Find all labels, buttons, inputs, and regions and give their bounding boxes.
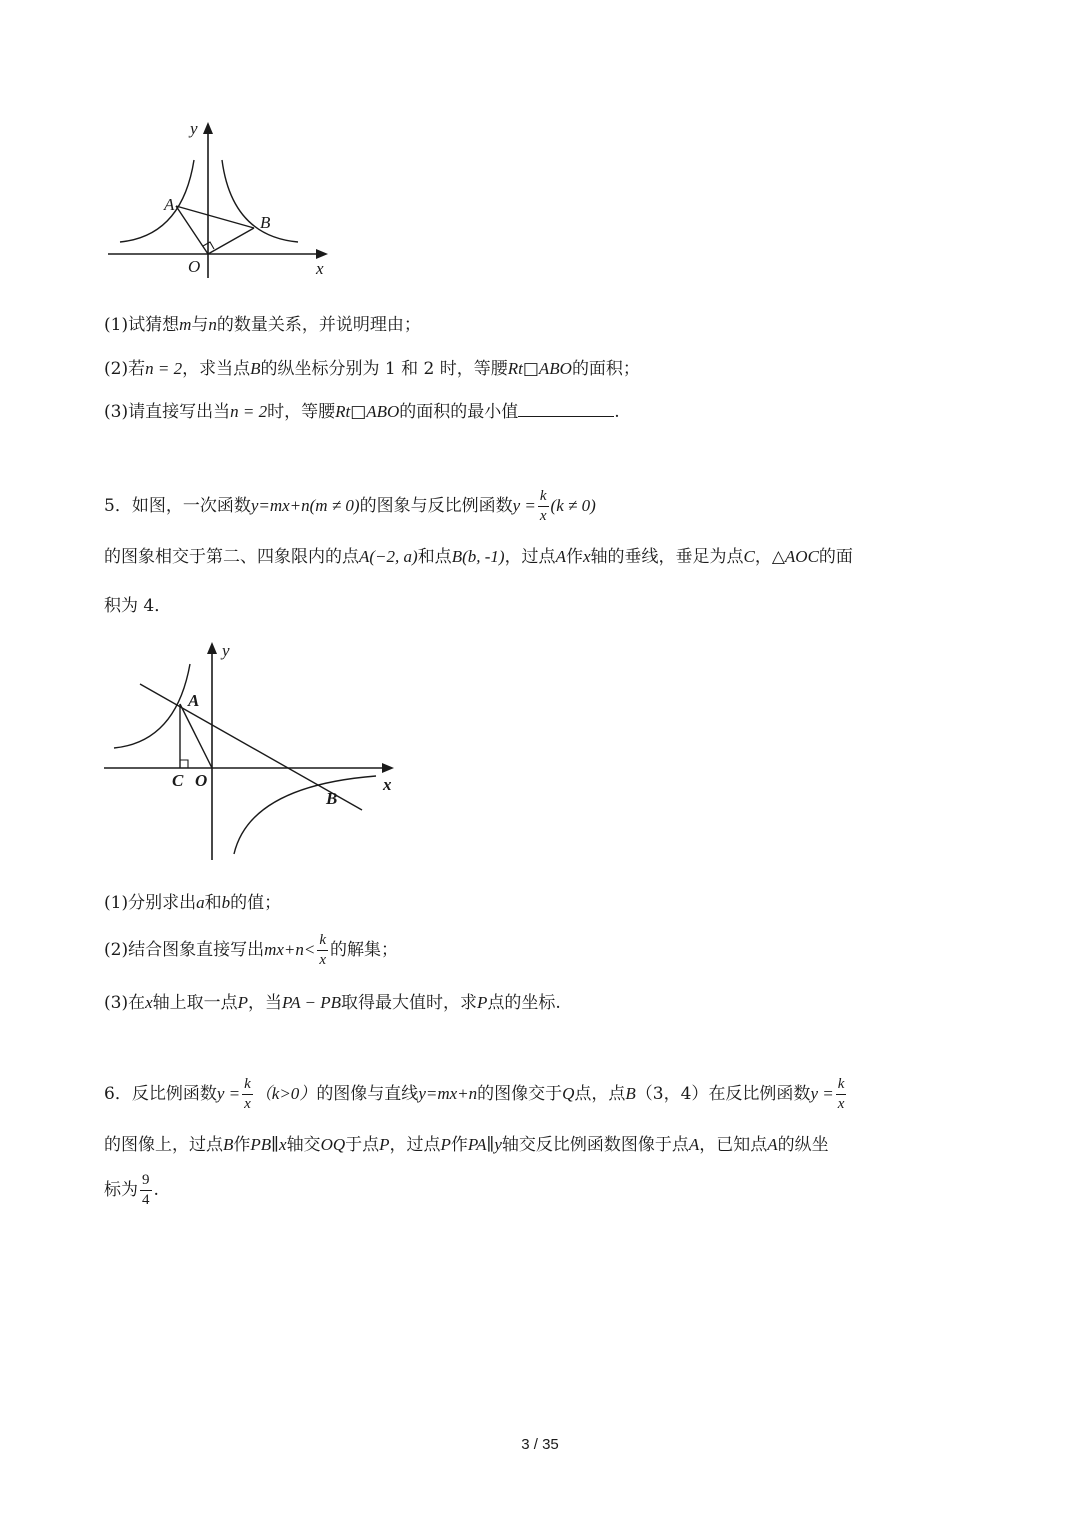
problem-5-question-3 [104,994,561,1012]
figure-1-y-arrow [203,122,213,134]
math-rt: Rt [507,359,523,378]
text: 轴交 [286,1135,321,1155]
text: 作 [233,1135,251,1155]
problem-5-line-1 [104,486,596,526]
math-condition: n = 2 [230,402,268,421]
text: 的图像与直线 [316,1084,419,1104]
math-b: b [221,893,231,912]
figure-2-right-angle-mark [180,760,188,768]
problem-6-line-3 [104,1168,159,1212]
math-y: y = [810,1084,834,1103]
figure-2-x-label: x [383,775,392,794]
denominator: x [539,508,547,524]
figure-1-y-label: y [190,119,198,138]
figure-2-y-arrow [207,642,217,654]
figure-2-x-arrow [382,763,394,773]
text: 轴的垂线，垂足为点 [590,547,744,567]
text: ，已知点 [699,1135,768,1155]
problem-6-line-1 [104,1072,848,1116]
math-x: x [145,993,153,1012]
text: 的面 [818,547,853,567]
figure-2-graph [100,634,410,866]
text: . [153,1180,159,1200]
question-number: (2) [104,359,129,379]
problem-5-question-1 [104,894,281,912]
math-p: P [440,1135,451,1154]
math-abo: ABO [366,402,400,421]
math-b: B [625,1084,636,1103]
fraction-k-over-x [836,1077,847,1112]
numerator: k [538,489,549,507]
text: 于点 [345,1135,380,1155]
math-y: y = [512,496,536,515]
math-oq: OQ [320,1135,346,1154]
text: 请直接写出当 [128,402,231,422]
text: ，过点 [389,1135,441,1155]
problem-5-question-2 [104,930,398,970]
problem-4-question-3 [104,402,620,421]
text: 分别求出 [128,893,197,913]
math-p: P [477,993,488,1012]
math-a: A [767,1135,778,1154]
math-rt: Rt [335,402,351,421]
text: 的数量关系，并说明理由； [216,315,421,335]
math-q: Q [562,1084,575,1103]
math-a: a [196,893,205,912]
figure-1-o-label: O [188,257,201,276]
text: 的面积； [571,359,640,379]
math-inequality: mx+n< [264,940,316,959]
figure-1-segment-ob [208,228,254,254]
text: 结合图象直接写出 [128,940,265,960]
question-number: (1) [104,315,129,335]
question-number: (3) [104,402,129,422]
text: （3，4） [635,1084,709,1104]
math-condition: (k ≠ 0) [550,496,596,515]
text: 作 [565,547,583,567]
math-condition: （k>0） [254,1084,317,1103]
problem-5-line-2 [104,548,853,566]
text: 如图，一次函数 [131,496,251,516]
math-expression: PA − PB [282,993,342,1012]
question-number: (1) [104,893,129,913]
figure-2-hyperbola-lower-right [234,776,376,854]
math-n: n [208,315,217,334]
math-linear-function: y=mx+n [250,496,310,515]
denominator: 4 [142,1192,150,1208]
fraction-k-over-x [317,933,328,968]
denominator: x [837,1096,845,1112]
text: 轴交反比例函数图像于点 [501,1135,689,1155]
text: 反比例函数 [131,1084,217,1104]
text: 的纵坐 [777,1135,829,1155]
math-b: B [250,359,261,378]
math-a: A [688,1135,700,1154]
figure-2-c-label: C [172,771,184,790]
text: ，当 [248,993,283,1013]
text: 的图像交于 [477,1084,563,1104]
math-abo: ABO [538,359,572,378]
text: 取得最大值时，求 [341,993,478,1013]
fraction-k-over-x [538,489,549,524]
question-number: (3) [104,993,129,1013]
problem-4-question-1 [104,316,421,334]
figure-1-graph [100,110,340,290]
denominator: x [244,1096,251,1112]
math-a: A [555,547,566,566]
problem-6-line-2 [104,1136,829,1154]
fraction-k-over-x [242,1077,253,1112]
math-m: m [179,315,192,334]
text: 与 [191,315,209,335]
math-point-a: A(−2, a) [359,547,418,566]
math-line: y=mx+n [418,1084,478,1103]
text: 的值； [230,893,282,913]
text: ，求当点 [182,359,251,379]
text: 在反比例函数 [708,1084,811,1104]
text: 积为 4． [104,596,172,616]
text: 在 [128,993,146,1013]
text: 试猜想 [128,315,180,335]
text: 的解集； [330,940,399,960]
figure-2-a-label: A [188,691,200,710]
text: 和点 [417,547,452,567]
text: 点的坐标. [487,993,561,1013]
text: 时，等腰 [267,402,336,422]
text: 的图像上，过点 [104,1135,223,1155]
problem-4-question-2 [104,360,640,378]
text: . [614,402,620,422]
math-y: y = [216,1084,241,1103]
figure-1-x-label: x [316,259,324,278]
fraction-nine-fourths [140,1173,152,1208]
text: 作 [450,1135,468,1155]
figure-1-x-arrow [316,249,328,259]
problem-5-line-3 [104,598,171,615]
figure-1-a-label: A [164,195,175,214]
numerator: k [242,1077,253,1095]
math-condition: (m ≠ 0) [309,496,360,515]
text: 若 [128,359,146,379]
numerator: k [317,933,328,951]
figure-1-b-label: B [260,213,271,232]
numerator: k [836,1077,847,1095]
text: 的图象相交于第二、四象限内的点 [104,547,359,567]
page-number: 3 / 35 [521,1436,559,1453]
text: ，过点 [504,547,556,567]
problem-number: 5． [104,496,132,516]
figure-1-left-curve [120,160,194,242]
math-x: x [582,547,591,566]
math-c: C [743,547,755,566]
problem-number: 6． [104,1084,132,1104]
math-p: P [379,1135,390,1154]
text: 和 [204,893,222,913]
text: 的面积的最小值 [399,402,519,422]
math-aoc: AOC [784,547,819,566]
figure-2-b-label: B [326,789,338,808]
text: 的图象与反比例函数 [359,496,513,516]
math-pb-parallel: PB∥x [250,1135,287,1154]
text: 点，点 [574,1084,626,1104]
text: ，△ [754,547,785,567]
math-pa-parallel: PA∥y [467,1135,502,1154]
text: 的纵坐标分别为 1 和 2 时，等腰 [260,359,508,379]
figure-2-segment-ao [180,704,212,768]
math-point-b: B(b, -1) [451,547,505,566]
figure-2-o-label: O [195,771,208,790]
missing-glyph: □ [522,359,539,379]
text: 轴上取一点 [152,993,238,1013]
math-p: P [237,993,249,1012]
math-b: B [223,1135,234,1154]
answer-blank [518,402,614,417]
text: 标为 [104,1180,138,1200]
math-condition: n = 2 [145,359,183,378]
missing-glyph: □ [350,402,367,422]
numerator: 9 [140,1173,152,1191]
figure-2-y-label: y [222,641,230,660]
denominator: x [319,952,327,968]
question-number: (2) [104,940,129,960]
